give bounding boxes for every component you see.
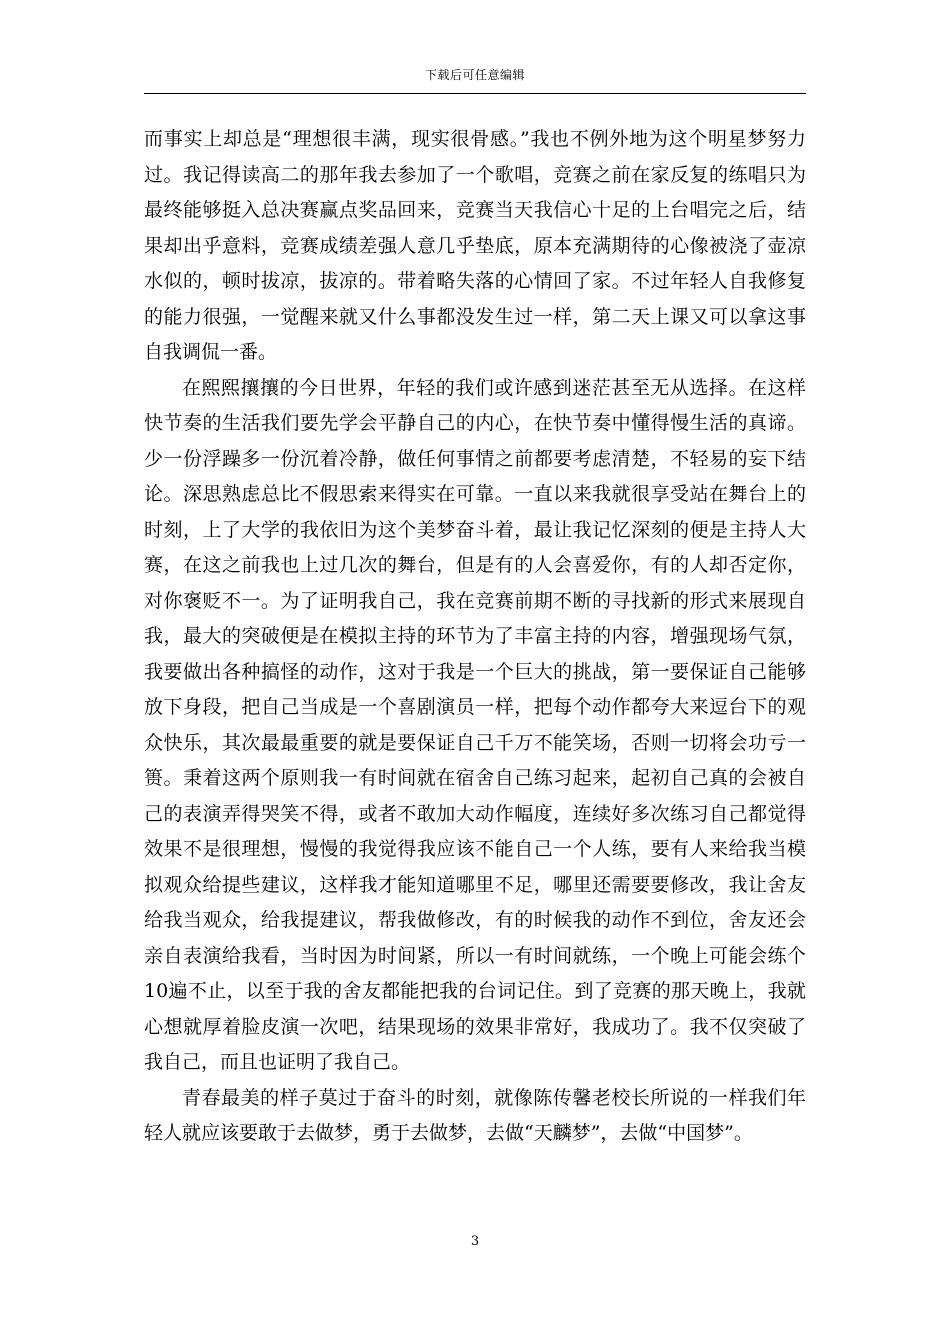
paragraph-1: 而事实上却总是“理想很丰满，现实很骨感。”我也不例外地为这个明星梦努力过。我记得读高二的那年我去参加了一个歌唱，竞赛之前在家反复的练唱只为最终能够挺入总决赛赢点奖品回来，竞赛当天我信心十足的上台唱完之后，结果却出乎意料，竞赛成绩差强人意几乎垫底，原本充满期待的心像被浇了壶凉水似的，顿时拔凉，拔凉的。带着略失落的心情回了家。不过年轻人自我修复的能力很强，一觉醒来就又什么事都没发生过一样，第二天上课又可以拿这事自我调侃一番。 xyxy=(144,128,806,363)
header-divider xyxy=(144,93,806,94)
page-header: 下载后可任意编辑 xyxy=(424,68,525,82)
paragraph-3: 青春最美的样子莫过于奋斗的时刻，就像陈传馨老校长所说的一样我们年轻人就应该要敢于去做梦，勇于去做梦，去做“天麟梦”，去做“中国梦”。 xyxy=(144,1086,806,1144)
paragraph-2: 在熙熙攘攘的今日世界，年轻的我们或许感到迷茫甚至无从选择。在这样快节奏的生活我们要先学会平静自己的内心，在快节奏中懂得慢生活的真谛。少一份浮躁多一份沉着冷静，做任何事情之前都要考虑清楚，不轻易的妄下结论。深思熟虑总比不假思索来得实在可靠。一直以来我就很享受站在舞台上的时刻，上了大学的我依旧为这个美梦奋斗着，最让我记忆深刻的便是主持人大赛，在这之前我也上过几次的舞台，但是有的人会喜爱你，有的人却否定你，对你褒贬不一。为了证明我自己，我在竞赛前期不断的寻找新的形式来展现自我，最大的突破便是在模拟主持的环节为了丰富主持的内容，增强现场气氛，我要做出各种搞怪的动作，这对于我是一个巨大的挑战，第一要保证自己能够放下身段，把自己当成是一个喜剧演员一样，把每个动作都夸大来逗台下的观众快乐，其次最最重要的就是要保证自己千万不能笑场，否则一切将会功亏一篑。秉着这两个原则我一有时间就在宿舍自己练习起来，起初自己真的会被自己的表演弄得哭笑不得，或者不敢加大动作幅度，连续好多次练习自己都觉得效果不是很理想，慢慢的我觉得我应该不能自己一个人练，要有人来给我当模拟观众给提些建议，这样我才能知道哪里不足，哪里还需要要修改，我让舍友给我当观众，给我提建议，帮我做修改，有的时候我的动作不到位，舍友还会亲自表演给我看，当时因为时间紧，所以一有时间就练，一个晚上可能会练个10遍不止，以至于我的舍友都能把我的台词记住。到了竞赛的那天晚上，我就心想就厚着脸皮演一次吧，结果现场的效果非常好，我成功了。我不仅突破了我自己，而且也证明了我自己。 xyxy=(144,376,806,1073)
document-body xyxy=(144,122,806,1152)
page-number: 3 xyxy=(470,1234,480,1249)
